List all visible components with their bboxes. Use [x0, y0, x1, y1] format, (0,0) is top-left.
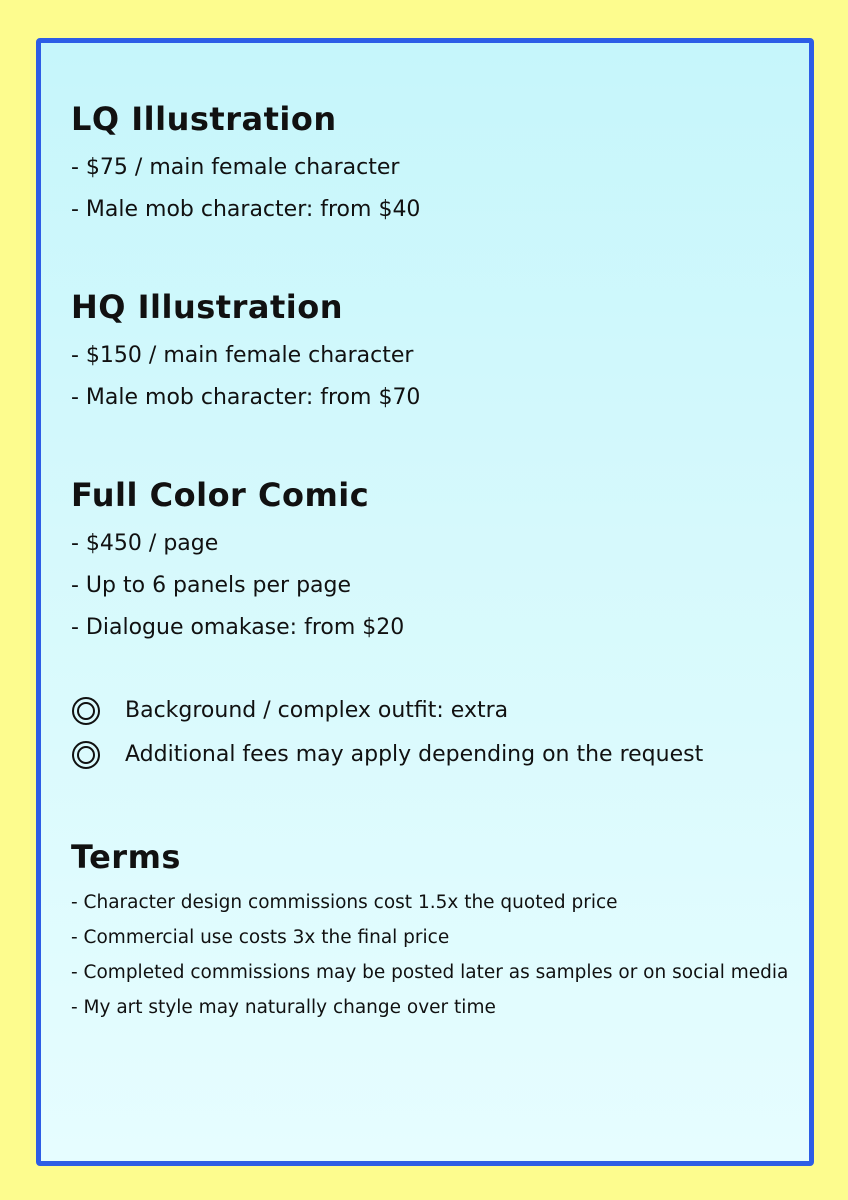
price-item: - Male mob character: from $40 — [71, 197, 421, 222]
price-sheet-frame — [36, 38, 814, 1166]
section-full-color-comic — [71, 471, 789, 649]
section-title: Full Color Comic — [71, 476, 370, 514]
double-circle-icon — [71, 740, 101, 770]
section-lq-illustration — [71, 95, 789, 231]
note-text: Background / complex outfit: extra — [125, 698, 509, 723]
terms-item: - Commercial use costs 3x the final price — [71, 927, 450, 948]
price-item: - Dialogue omakase: from $20 — [71, 615, 405, 640]
section-title: LQ Illustration — [71, 100, 337, 138]
terms-item: - My art style may naturally change over time — [71, 997, 496, 1018]
note-item — [71, 733, 789, 777]
note-text: Additional fees may apply depending on the request — [125, 742, 704, 767]
price-item: - $150 / main female character — [71, 343, 414, 368]
double-circle-icon — [71, 696, 101, 726]
price-sheet-content — [71, 95, 789, 1025]
terms-item: - Character design commissions cost 1.5x the quoted price — [71, 892, 618, 913]
price-item: - $450 / page — [71, 531, 219, 556]
price-item: - $75 / main female character — [71, 155, 400, 180]
section-title: Terms — [71, 838, 181, 876]
section-terms — [71, 833, 789, 1025]
notes-list — [71, 689, 789, 777]
price-item: - Male mob character: from $70 — [71, 385, 421, 410]
note-item — [71, 689, 789, 733]
section-hq-illustration — [71, 283, 789, 419]
section-title: HQ Illustration — [71, 288, 343, 326]
price-item: - Up to 6 panels per page — [71, 573, 352, 598]
terms-item: - Completed commissions may be posted later as samples or on social media — [71, 962, 789, 983]
